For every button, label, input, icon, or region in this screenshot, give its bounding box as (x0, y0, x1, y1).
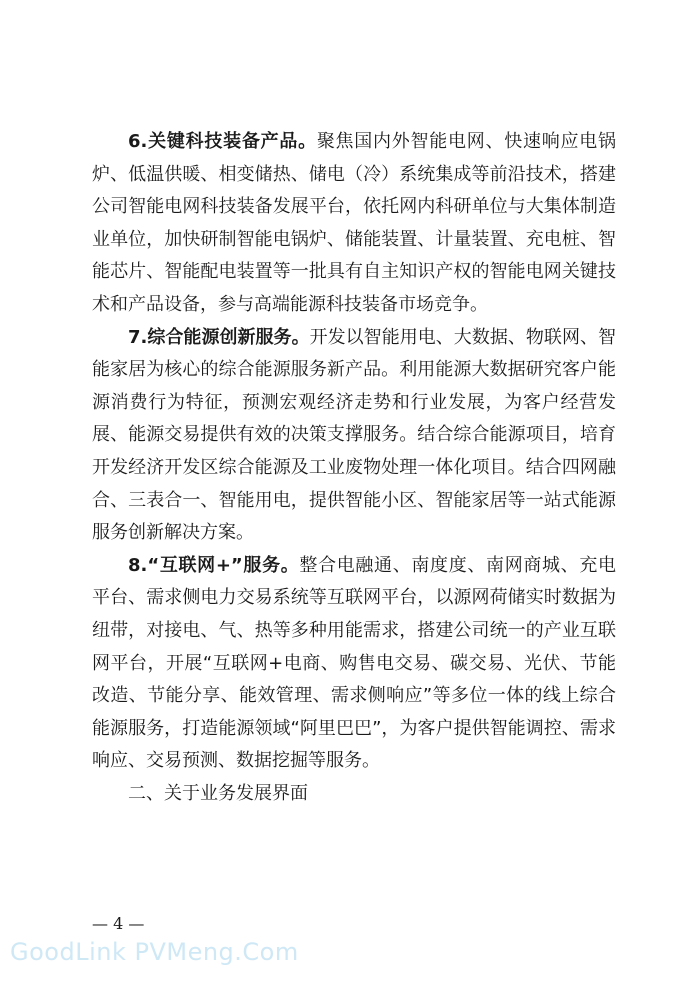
paragraph-lead: 7.综合能源创新服务。 (128, 326, 310, 348)
watermark-text: GoodLink PVMeng.Com (10, 938, 299, 966)
paragraph-lead: 6.关键科技装备产品。 (128, 131, 317, 152)
paragraph-lead: 8.“互联网+”服务。 (128, 554, 300, 576)
paragraph-key-equipment (92, 126, 616, 322)
section-heading: 二、关于业务发展界面 (128, 782, 308, 804)
paragraph-text: 整合电融通、南度度、南网商城、充电平台、需求侧电力交易系统等互联网平台，以源网荷储实时数据为纽带，对接电、气、热等多种用能需求，搭建公司统一的产业互联网平台，开展“互联网+电商、购售电交易、碳交易、光伏、节能改造、节能分享、能效管理、需求侧响应”等多位一体的线上综合能源服务，打造能源领域“阿里巴巴”，为客户提供智能调控、需求响应、交易预测、数据挖掘等服务。 (92, 554, 616, 772)
paragraph-text: 聚焦国内外智能电网、快速响应电锅炉、低温供暖、相变储热、储电（冷）系统集成等前沿技术，搭建公司智能电网科技装备发展平台，依托网内科研单位与大集体制造业单位，加快研制智能电锅炉、储能装置、计量装置、充电桩、智能芯片、智能配电装置等一批具有自主知识产权的智能电网关键技术和产品设备，参与高端能源科技装备市场竞争。 (92, 131, 616, 315)
page-number: — 4 — (92, 914, 145, 933)
paragraph-energy-service (92, 322, 616, 550)
paragraph-text: 开发以智能用电、大数据、物联网、智能家居为核心的综合能源服务新产品。利用能源大数据研究客户能源消费行为特征，预测宏观经济走势和行业发展，为客户经营发展、能源交易提供有效的决策支撑服务。结合综合能源项目，培育开发经济开发区综合能源及工业废物处理一体化项目。结合四网融合、三表合一、智能用电，提供智能小区、智能家居等一站式能源服务创新解决方案。 (92, 326, 616, 544)
paragraph-internet-plus (92, 550, 616, 778)
body-text (92, 126, 616, 810)
